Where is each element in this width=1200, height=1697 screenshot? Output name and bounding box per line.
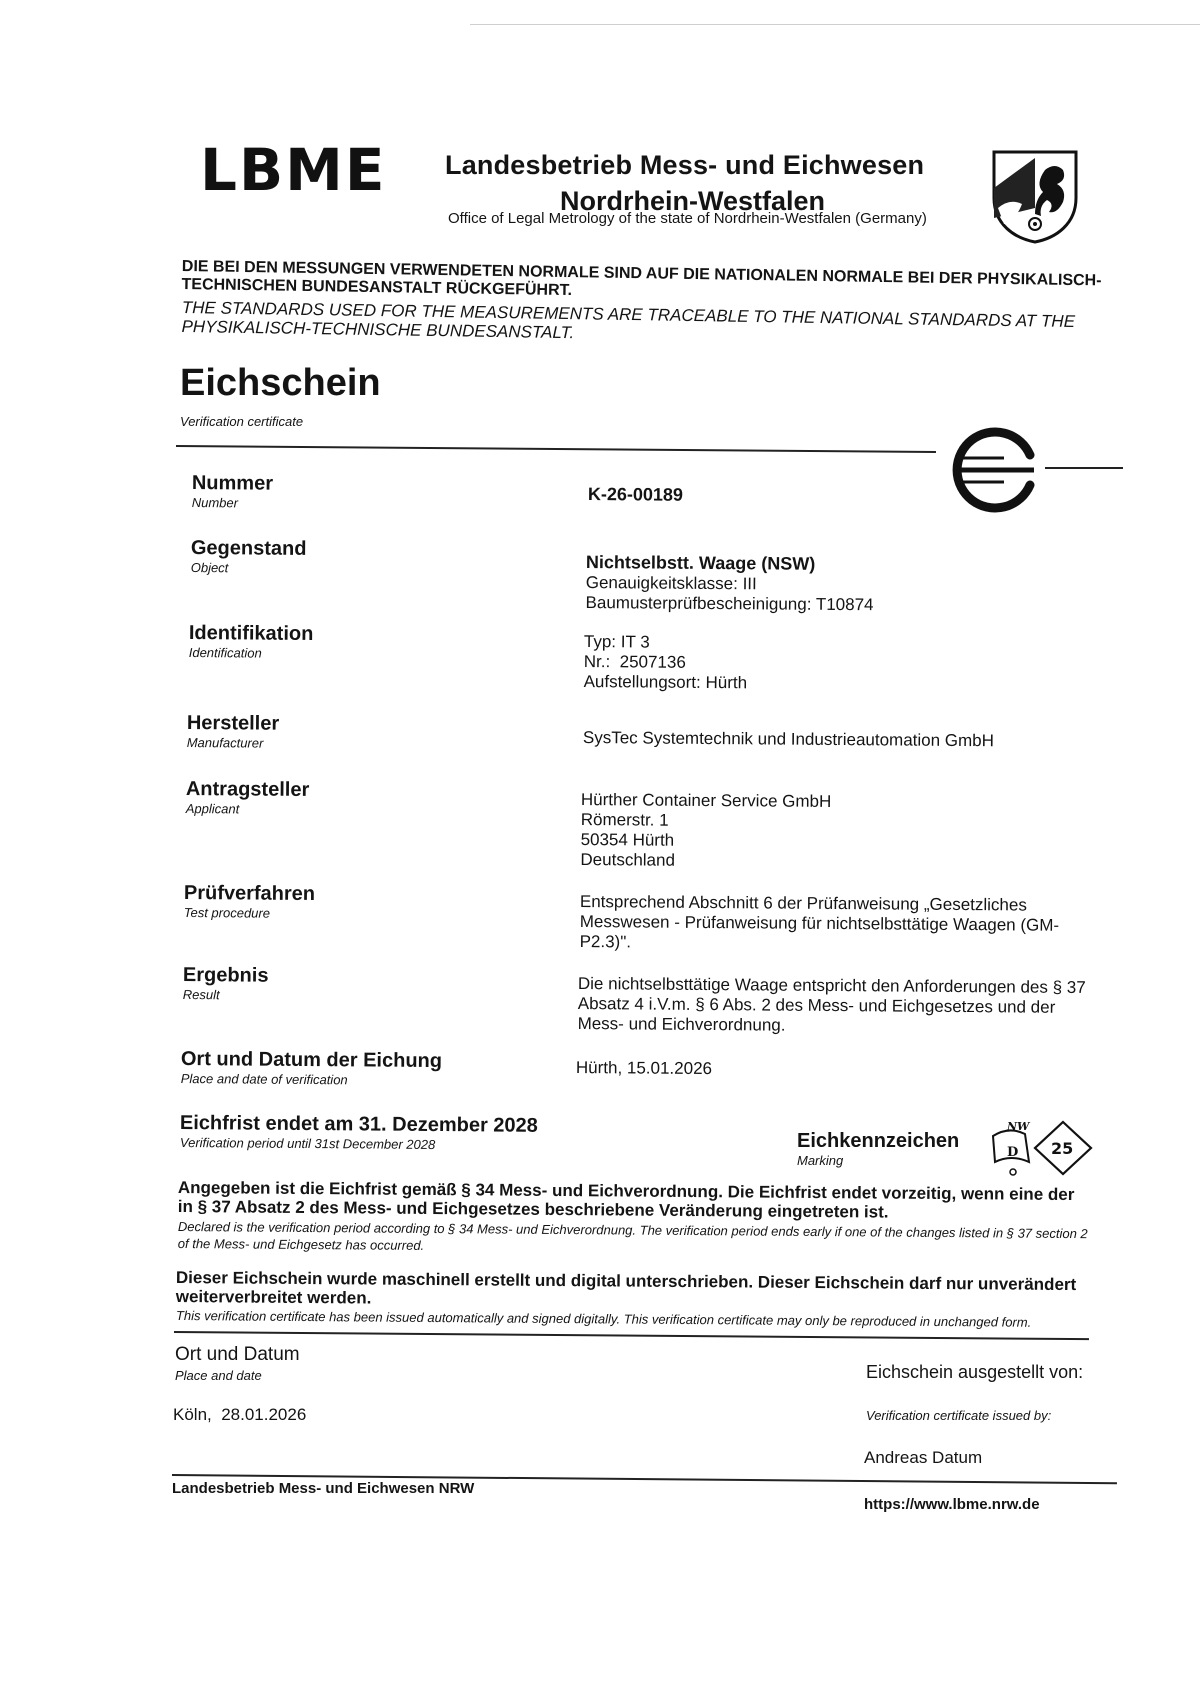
divider-top-right (1045, 467, 1123, 469)
issued-by-label: Eichschein ausgestellt von: (866, 1362, 1084, 1382)
applicant-value (580, 790, 831, 872)
test-procedure-value: Entsprechend Abschnitt 6 der Prüfanweisung „Gesetzliches Messwesen - Prüfanweisung für nichtselbsttätige Waagen (GM-P2.3)". (579, 892, 1060, 952)
identification-value (584, 632, 748, 693)
certificate-title-en: Verification certificate (180, 414, 304, 429)
certificate-title: Eichschein (180, 362, 381, 404)
footer-website-link[interactable]: https://www.lbme.nrw.de (864, 1496, 1040, 1513)
marking-label: Eichkennzeichen (797, 1130, 960, 1152)
manufacturer-label: Hersteller (186, 712, 280, 735)
validity-label-en: Verification period until 31st December 2028 (179, 1135, 436, 1153)
field-applicant (186, 778, 310, 817)
identification-label-en: Identification (188, 644, 262, 661)
marking-year-text: 25 (1051, 1139, 1074, 1158)
footer-organization: Landesbetrieb Mess- und Eichwesen NRW (172, 1480, 475, 1497)
e-mark-icon (946, 425, 1046, 515)
marking-d-text: D (1007, 1145, 1019, 1160)
issue-place-date-label: Ort und Datum (175, 1344, 300, 1365)
lbme-logo: LBME (200, 136, 387, 204)
verification-mark-icon (985, 1118, 1095, 1176)
org-name-line1: Landesbetrieb Mess- und Eichwesen (445, 150, 925, 180)
manufacturer-label-en: Manufacturer (186, 734, 264, 751)
field-verification-place-date (181, 1048, 442, 1088)
applicant-country: Deutschland (580, 849, 676, 870)
object-value-main: Nichtselbstt. Waage (NSW) (585, 552, 816, 574)
traceability-statement-en: THE STANDARDS USED FOR THE MEASUREMENTS ARE TRACEABLE TO THE NATIONAL STANDARDS AT THE PHYSIKALISCH-TECHNISCHE BUNDESANSTALT. (181, 298, 1076, 343)
automatic-issue-note-en: This verification certificate has been issued automatically and signed digitally. This verification certificate may only be reproduced in unchanged form. (175, 1308, 1032, 1330)
marking-nw-text: NW (1007, 1120, 1030, 1133)
issue-place-date-label-en: Place and date (175, 1368, 262, 1383)
applicant-name: Hürther Container Service GmbH (580, 790, 832, 811)
validity-label: Eichfrist endet am 31. Dezember 2028 (179, 1112, 538, 1137)
applicant-street: Römerstr. 1 (580, 809, 669, 830)
field-test-procedure (184, 882, 315, 921)
applicant-city: 50354 Hürth (580, 829, 675, 850)
automatic-issue-note-de: Dieser Eichschein wurde maschinell erstellt und digital unterschrieben. Dieser Eichschein darf nur unverändert weiterverbreitet werden. (175, 1268, 1077, 1308)
number-value: K-26-00189 (587, 484, 684, 505)
field-object (191, 537, 307, 576)
object-value (586, 552, 874, 615)
field-manufacturer (187, 712, 280, 751)
org-name-english: Office of Legal Metrology of the state of Nordrhein-Westfalen (Germany) (448, 210, 927, 227)
declaration-de: Angegeben ist die Eichfrist gemäß § 34 Mess- und Eichverordnung. Die Eichfrist endet vorzeitig, wenn eine der in § 37 Absatz 2 des Mess- und Eichgesetzes beschriebene Veränderung eingetreten ist. (177, 1178, 1075, 1222)
result-label: Ergebnis (182, 964, 269, 987)
object-accuracy-class: Genauigkeitsklasse: III (585, 572, 757, 594)
number-label-en: Number (191, 494, 239, 511)
issued-by-label-en: Verification certificate issued by: (866, 1408, 1052, 1423)
identification-type: Typ: IT 3 (583, 632, 650, 652)
number-label: Nummer (191, 472, 274, 495)
result-label-en: Result (182, 986, 220, 1003)
declaration-en: Declared is the verification period according to § 34 Mess- und Eichverordnung. The verification period ends early if one of the changes listed in § 37 section 2 of the Mess- und Eichgesetz has occurred. (177, 1219, 1088, 1253)
marking-label-en: Marking (797, 1153, 844, 1168)
issued-by-name: Andreas Datum (864, 1448, 983, 1467)
object-type-certificate: Baumusterprüfbescheinigung: T10874 (585, 592, 874, 615)
verification-place-date-label-en: Place and date of verification (180, 1070, 348, 1088)
test-procedure-label-en: Test procedure (183, 904, 271, 921)
identification-location: Aufstellungsort: Hürth (583, 671, 748, 693)
field-number (192, 472, 273, 511)
traceability-statement-de: DIE BEI DEN MESSUNGEN VERWENDETEN NORMALE SIND AUF DIE NATIONALEN NORMALE BEI DER PHYSIKALISCH-TECHNISCHEN BUNDESANSTALT RÜCKGEFÜHRT. (181, 258, 1102, 300)
applicant-label-en: Applicant (185, 800, 240, 817)
scan-artifact-line (470, 24, 1200, 25)
applicant-label: Antragsteller (185, 778, 310, 801)
issue-place-date-value: Köln, 28.01.2026 (173, 1405, 307, 1424)
nrw-coat-of-arms-icon (990, 148, 1080, 244)
org-name-line2: Nordrhein-Westfalen (560, 186, 826, 216)
field-identification (189, 622, 314, 661)
identification-label: Identifikation (188, 622, 314, 645)
test-procedure-label: Prüfverfahren (183, 882, 316, 906)
result-value: Die nichtselbsttätige Waage entspricht den Anforderungen des § 37 Absatz 4 i.V.m. § 6 Abs. 2 des Mess- und Eichgesetzes und der Mess- und Eichverordnung. (577, 974, 1086, 1035)
divider-top (176, 445, 936, 453)
verification-place-date-value: Hürth, 15.01.2026 (575, 1058, 713, 1079)
divider-middle (174, 1331, 1089, 1340)
object-label-en: Object (190, 559, 229, 576)
object-label: Gegenstand (190, 537, 307, 560)
field-result (183, 964, 269, 1003)
identification-serial: Nr.: 2507136 (583, 651, 686, 672)
verification-place-date-label: Ort und Datum der Eichung (180, 1048, 443, 1073)
manufacturer-value: SysTec Systemtechnik und Industrieautomation GmbH (582, 728, 995, 751)
